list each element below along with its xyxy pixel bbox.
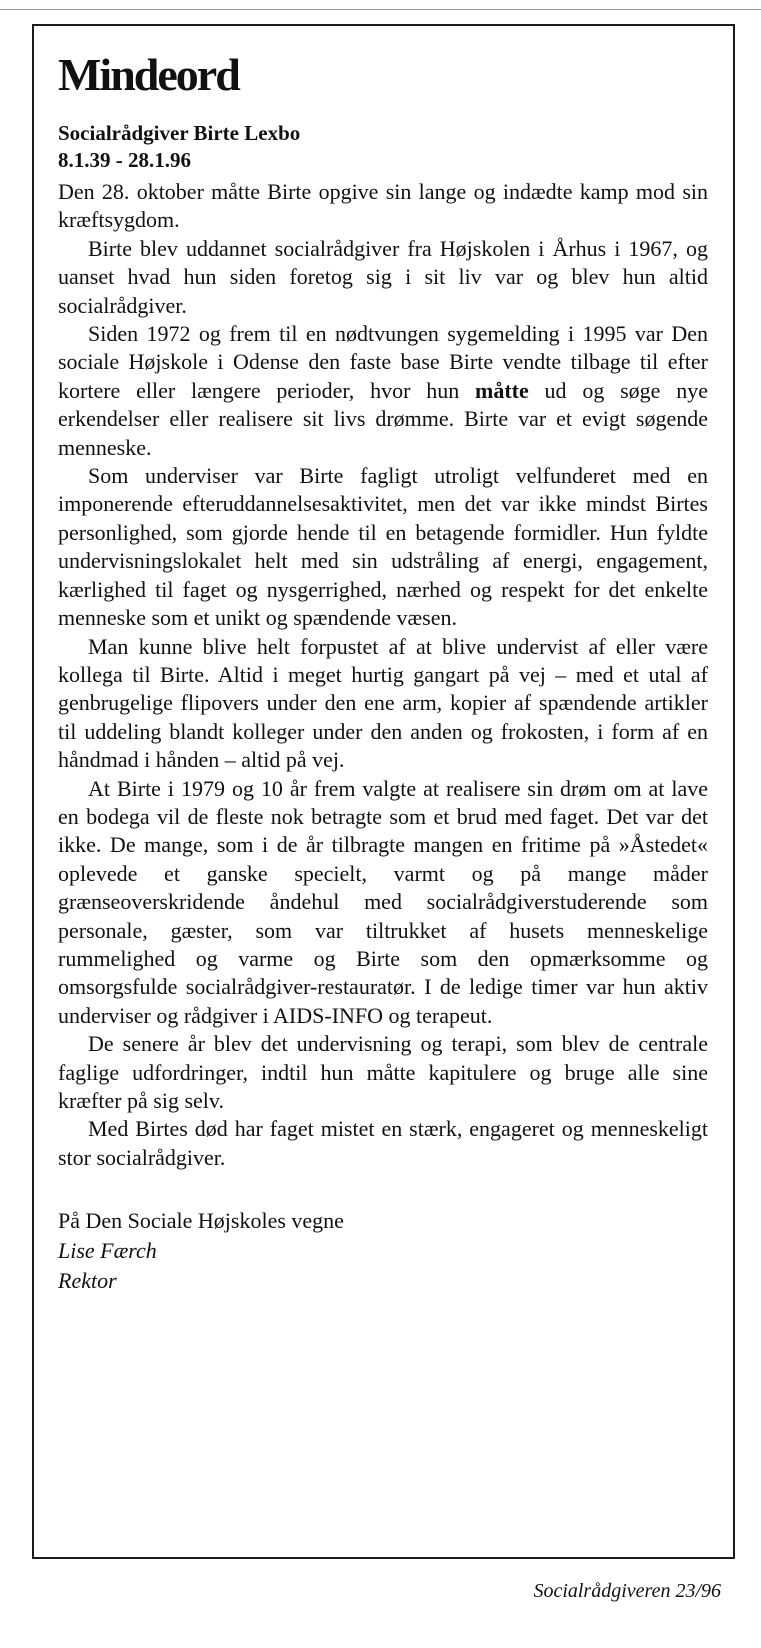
signature-role: Rektor [58, 1268, 117, 1294]
paragraph-5: Man kunne blive helt forpustet af at blive undervist af eller være kollega til Birte. Altid i meget hurtig gangart på vej – med et utal af genbrugelige flipovers under den ene arm, kopier af spændende artikler til uddeling blandt kolleger under den anden og frokosten, i form af en håndmad i hånden – altid på vej. [58, 633, 708, 773]
signature-block [58, 1206, 708, 1296]
signature-line: På Den Sociale Højskoles vegne [58, 1208, 344, 1234]
paragraph-4: Som underviser var Birte fagligt utroligt velfunderet med en imponerende efteruddannelsesaktivitet, men det var ikke mindst Birtes personlighed, som gjorde hende til en betagende formidler. Hun fyldte undervisningslokalet helt med sin udstråling af energi, engagement, kærlighed til faget og nysgerrighed, nærhed og respekt for det enkelte menneske som et unikt og spændende væsen. [58, 463, 708, 631]
paragraph-1: Den 28. oktober måtte Birte opgive sin lange og indædte kamp mod sin kræftsygdom. [58, 179, 708, 233]
article-title: Mindeord [58, 49, 239, 100]
top-rule [0, 9, 761, 10]
publication-footer: Socialrådgiveren 23/96 [533, 1580, 721, 1602]
signature-name: Lise Færch [58, 1238, 157, 1264]
paragraph-2: Birte blev uddannet socialrådgiver fra Højskolen i Århus i 1967, og uanset hvad hun siden foretog sig i sit liv var og blev hun altid socialrådgiver. [58, 235, 708, 318]
paragraph-3-part-a: Siden 1972 og frem til en nødtvungen sygemelding i 1995 var Den sociale Højskole i Odense den faste base Birte vendte tilbage til efter kortere eller længere perioder, hvor hun [58, 321, 708, 403]
paragraph-3 [58, 320, 708, 462]
paragraph-8: Med Birtes død har faget mistet en stærk, engageret og menneskeligt stor socialrådgiver. [58, 1116, 708, 1170]
paragraph-3-part-b: ud og søge nye erkendelser eller realisere sit livs drømme. Birte var et evigt søgende menneske. [58, 377, 708, 460]
article-subtitle: Socialrådgiver Birte Lexbo [58, 121, 301, 145]
paragraph-3-bold: måtte [475, 377, 529, 403]
article-body [58, 178, 708, 1172]
paragraph-7: De senere år blev det undervisning og terapi, som blev de centrale faglige udfordringer, indtil hun måtte kapitulere og bruge alle sine kræfter på sig selv. [58, 1031, 708, 1113]
article-dates: 8.1.39 - 28.1.96 [58, 148, 191, 172]
paragraph-6: At Birte i 1979 og 10 år frem valgte at realisere sin drøm om at lave en bodega vil de fleste nok betragte som et brud med faget. Det var det ikke. De mange, som i de år tilbragte mangen en fritime på »Åstedet« oplevede et ganske specielt, varmt og på mange måder grænseoverskridende åndehul med socialrådgiverstuderende som personale, gæster, som var tiltrukket af husets menneskelige rummelighed og varme og Birte som den opmærksomme og omsorgsfulde socialrådgiver-restauratør. I de ledige timer var hun aktiv underviser og rådgiver i AIDS-INFO og terapeut. [58, 775, 708, 1028]
article-content [58, 49, 708, 1296]
